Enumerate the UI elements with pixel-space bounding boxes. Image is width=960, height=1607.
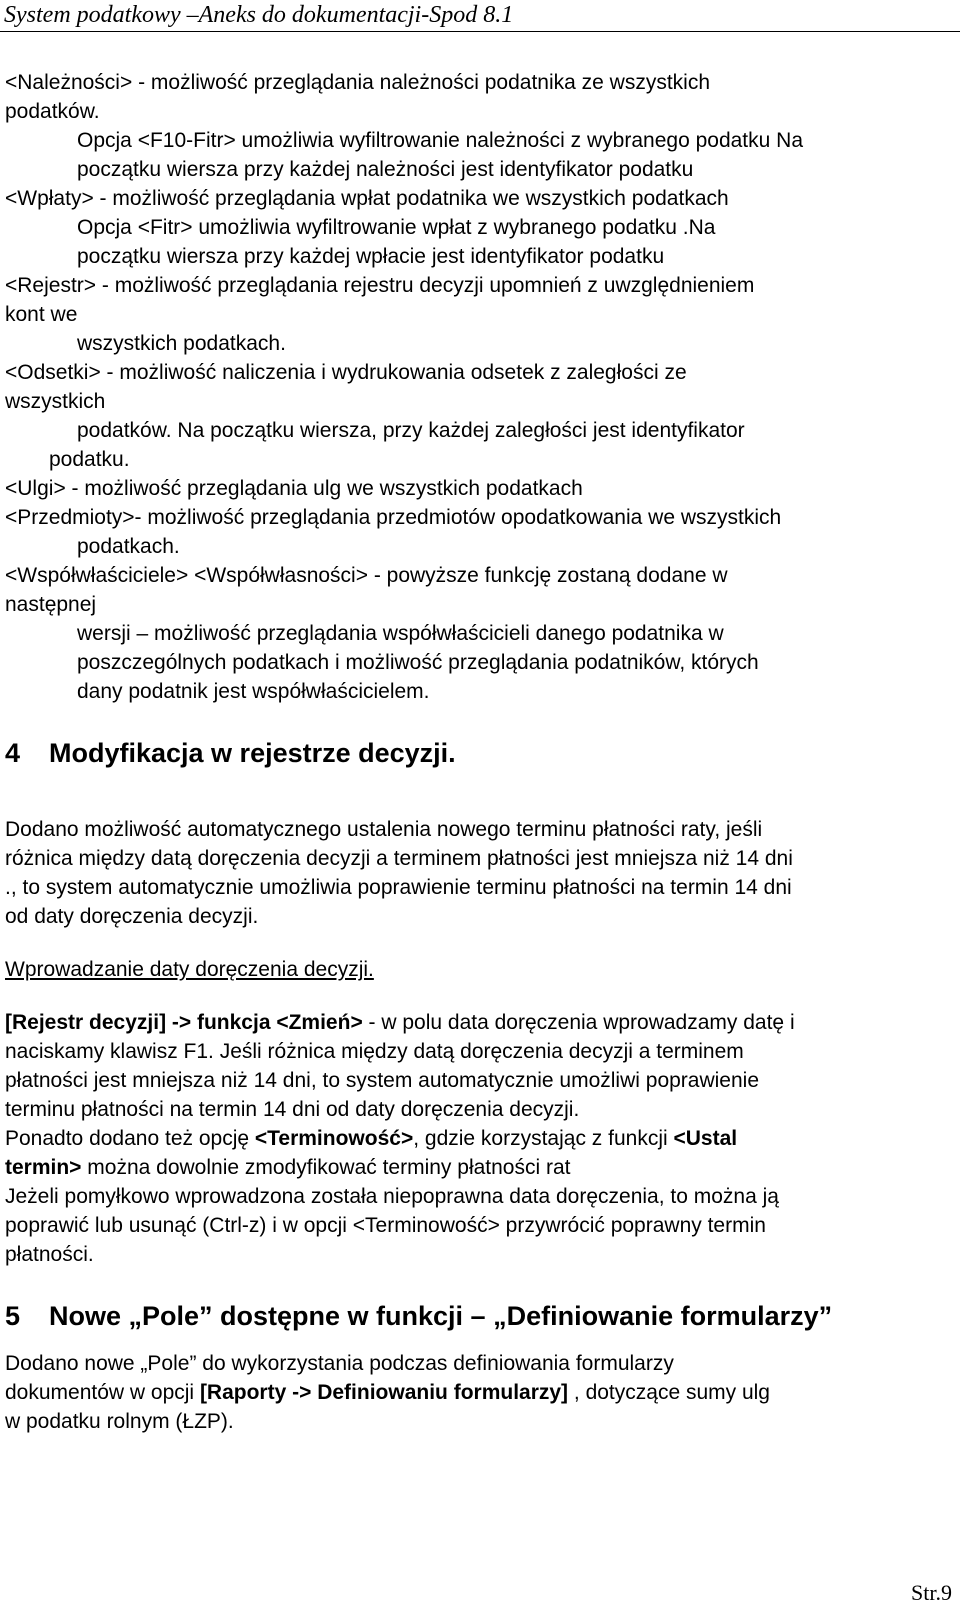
document-content — [5, 68, 950, 1436]
paragraph-line: terminu płatności na termin 14 dni od daty doręczenia decyzji. — [5, 1098, 580, 1121]
subheading-date-entry: Wprowadzanie daty doręczenia decyzji. — [5, 958, 374, 981]
list-line: podatkach. — [77, 535, 180, 558]
paragraph-line: płatności jest mniejsza niż 14 dni, to system automatycznie umożliwi poprawienie — [5, 1069, 760, 1092]
list-line: Opcja <F10-Fitr> umożliwia wyfiltrowanie należności z wybranego podatku Na — [77, 129, 803, 152]
list-line: <Wpłaty> - możliwość przeglądania wpłat podatnika we wszystkich podatkach — [5, 187, 729, 210]
paragraph-line: Dodano możliwość automatycznego ustalenia nowego terminu płatności raty, jeśli — [5, 818, 763, 841]
list-line: początku wiersza przy każdej należności jest identyfikator podatku — [77, 158, 694, 181]
section-4-number: 4 — [5, 738, 21, 768]
paragraph-line: ., to system automatycznie umożliwia poprawienie terminu płatności na termin 14 dni — [5, 876, 792, 899]
page-number: Str.9 — [911, 1580, 952, 1605]
list-line: następnej — [5, 593, 97, 616]
menu-path: [Rejestr decyzji] -> funkcja <Zmień> — [5, 1011, 363, 1034]
paragraph-line: [Rejestr decyzji] -> funkcja <Zmień> - w polu data doręczenia wprowadzamy datę i — [5, 1011, 795, 1034]
paragraph-line: płatności. — [5, 1243, 94, 1266]
list-line: podatków. Na początku wiersza, przy każdej zaległości jest identyfikator — [77, 419, 745, 442]
section-4-paragraph-1 — [5, 815, 950, 931]
list-line: <Przedmioty>- możliwość przeglądania przedmiotów opodatkowania we wszystkich — [5, 506, 782, 529]
paragraph-line: naciskamy klawisz F1. Jeśli różnica między datą doręczenia decyzji a terminem — [5, 1040, 744, 1063]
paragraph-line: Ponadto dodano też opcję <Terminowość>, gdzie korzystając z funkcji <Ustal — [5, 1127, 738, 1150]
paragraph-line: poprawić lub usunąć (Ctrl-z) i w opcji <Terminowość> przywrócić poprawny termin — [5, 1214, 766, 1237]
list-line: dany podatnik jest współwłaścicielem. — [77, 680, 430, 703]
list-line: podatków. — [5, 100, 100, 123]
section-5-title: Nowe „Pole” dostępne w funkcji – „Definiowanie formularzy” — [49, 1301, 833, 1331]
list-line: <Ulgi> - możliwość przeglądania ulg we wszystkich podatkach — [5, 477, 583, 500]
section-5-paragraph — [5, 1349, 950, 1436]
section-4-heading — [5, 736, 950, 770]
list-line: wersji – możliwość przeglądania współwłaścicieli danego podatnika w — [77, 622, 724, 645]
list-line: poszczególnych podatkach i możliwość przeglądania podatników, których — [77, 651, 759, 674]
paragraph-line: różnica między datą doręczenia decyzji a terminem płatności jest mniejsza niż 14 dni — [5, 847, 793, 870]
function-name: <Ustal — [673, 1127, 738, 1150]
section-4-paragraph-2 — [5, 1008, 950, 1269]
paragraph-line: od daty doręczenia decyzji. — [5, 905, 259, 928]
list-line: kont we — [5, 303, 78, 326]
paragraph-line: w podatku rolnym (ŁZP). — [5, 1410, 234, 1433]
list-line: początku wiersza przy każdej wpłacie jest identyfikator podatku — [77, 245, 665, 268]
paragraph-line: termin> można dowolnie zmodyfikować terminy płatności rat — [5, 1156, 571, 1179]
paragraph-line: Jeżeli pomyłkowo wprowadzona została niepoprawna data doręczenia, to można ją — [5, 1185, 779, 1208]
list-line: <Należności> - możliwość przeglądania należności podatnika ze wszystkich — [5, 71, 711, 94]
taxpayer-functions-list — [5, 68, 950, 706]
list-line: podatku. — [49, 448, 130, 471]
list-line: Opcja <Fitr> umożliwia wyfiltrowanie wpłat z wybranego podatku .Na — [77, 216, 716, 239]
running-header — [0, 0, 960, 32]
section-4-title: Modyfikacja w rejestrze decyzji. — [49, 738, 456, 768]
section-5-number: 5 — [5, 1301, 21, 1331]
list-line: wszystkich — [5, 390, 106, 413]
list-line: <Współwłaściciele> <Współwłasności> - powyższe funkcję zostaną dodane w — [5, 564, 728, 587]
option-name: <Terminowość> — [254, 1127, 414, 1150]
paragraph-line: dokumentów w opcji [Raporty -> Definiowaniu formularzy] , dotyczące sumy ulg — [5, 1381, 770, 1404]
function-name-cont: termin> — [5, 1156, 82, 1179]
list-line: <Rejestr> - możliwość przeglądania rejestru decyzji upomnień z uwzględnieniem — [5, 274, 755, 297]
paragraph-line: Dodano nowe „Pole” do wykorzystania podczas definiowania formularzy — [5, 1352, 674, 1375]
header-title: System podatkowy –Aneks do dokumentacji-Spod 8.1 — [4, 2, 514, 28]
list-line: wszystkich podatkach. — [77, 332, 286, 355]
menu-path: [Raporty -> Definiowaniu formularzy] — [199, 1381, 569, 1404]
section-5-heading — [5, 1299, 950, 1333]
list-line: <Odsetki> - możliwość naliczenia i wydrukowania odsetek z zaległości ze — [5, 361, 687, 384]
